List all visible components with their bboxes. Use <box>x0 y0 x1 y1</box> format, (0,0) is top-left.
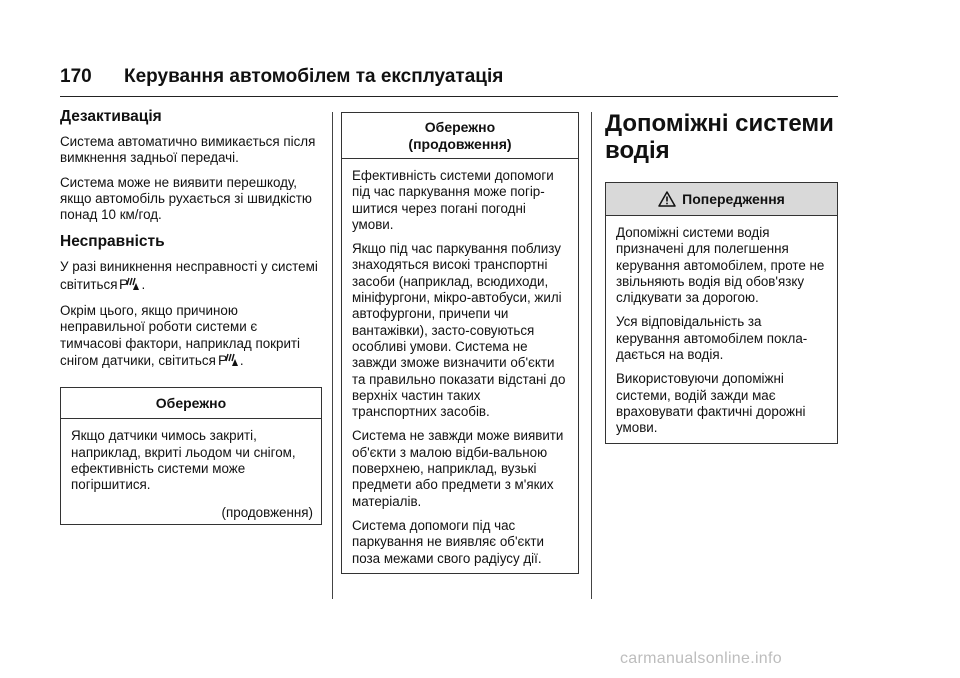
deactivation-paragraph-1: Система автоматично вимикається після вимкнення задньої передачі. <box>60 134 316 166</box>
warning-title-bar <box>606 183 837 216</box>
header-rule <box>60 96 838 97</box>
caution-box <box>60 387 322 525</box>
caution-continued-paragraph-1: Ефективність системи допомоги під час паркування може погір-шитися через погані погодні умови. <box>352 168 554 232</box>
caution-continued-paragraph-3: Система не завжди може виявити об'єкти з малою відби-вальною поверхнею, наприклад, вузькі предмети або предмети з м'яких матеріалів. <box>352 428 564 509</box>
svg-text:P: P <box>217 351 228 367</box>
chapter-title: Керування автомобілем та експлуатація <box>124 66 504 87</box>
parking-assist-indicator-icon <box>119 276 141 295</box>
parking-assist-indicator-icon <box>218 352 240 371</box>
caution-continued-body <box>342 159 578 573</box>
page-header <box>60 66 838 96</box>
warning-body <box>606 216 837 443</box>
column-2 <box>341 112 579 574</box>
caution-title: Обережно <box>61 388 321 419</box>
page-number: 170 <box>60 66 92 87</box>
continued-label: (продовження) <box>221 505 313 521</box>
svg-text:P: P <box>119 275 129 291</box>
watermark: carmanualsonline.info <box>620 650 782 667</box>
caution-continued-paragraph-2: Якщо під час паркування поблизу знаходяться високі транспортні засоби (наприклад, всюдиходи, мініфургони, мікро-автобуси, жилі автофургони, причепи чи вантажівки), засто-совуються особливі умови. Система не завжди зможе визначити об'єкти та правильно показати відстані до верхніх частин таких транспортних засобів. <box>352 241 566 420</box>
deactivation-paragraph-2: Система може не виявити перешкоду, якщо автомобіль рухається зі швидкістю понад 10 км/год. <box>60 174 312 223</box>
warning-triangle-icon <box>658 191 676 207</box>
warning-box <box>605 182 838 444</box>
caution-body <box>61 419 321 499</box>
caution-continued-title: Обережно (продовження) <box>342 113 578 159</box>
warning-title: Попередження <box>682 191 785 207</box>
warning-paragraph-2: Уся відповідальність за керування автомобілем покла-дається на водія. <box>616 314 808 363</box>
caution-continued-paragraph-4: Система допомоги під час паркування не виявляє об'єкти поза межами свого радіусу дії. <box>352 517 544 566</box>
malfunction-text-2: Окрім цього, якщо причиною неправильної роботи системи є тимчасові фактори, наприклад покриті снігом датчики, світиться <box>60 303 301 368</box>
column-3 <box>605 110 838 444</box>
section-title: Допоміжні системи водія <box>605 110 834 164</box>
column-divider-1 <box>332 112 333 599</box>
caution-continued-box <box>341 112 579 574</box>
warning-paragraph-3: Використовуючи допоміжні системи, водій зажди має враховувати фактичні дорожні умови. <box>616 371 806 436</box>
malfunction-paragraph-2: Окрім цього, якщо причиною неправильної роботи системи є тимчасові фактори, наприклад покриті снігом датчики, світиться P . <box>60 303 322 371</box>
caution-text: Якщо датчики чимось закриті, наприклад, вкриті льодом чи снігом, ефективність системи може погіршитися. <box>71 428 296 493</box>
column-1 <box>60 108 322 525</box>
warning-paragraph-1: Допоміжні системи водія призначені для полегшення керування автомобілем, проте не звільняють водія від обов'язку слідкувати за дорогою. <box>616 225 825 306</box>
malfunction-text-1: У разі виникнення несправності у системі світиться <box>60 259 318 292</box>
malfunction-heading: Несправність <box>60 233 165 251</box>
deactivation-heading: Дезактивація <box>60 108 162 125</box>
malfunction-paragraph-1: У разі виникнення несправності у системі світиться P . <box>60 259 322 295</box>
column-divider-2 <box>591 112 592 599</box>
